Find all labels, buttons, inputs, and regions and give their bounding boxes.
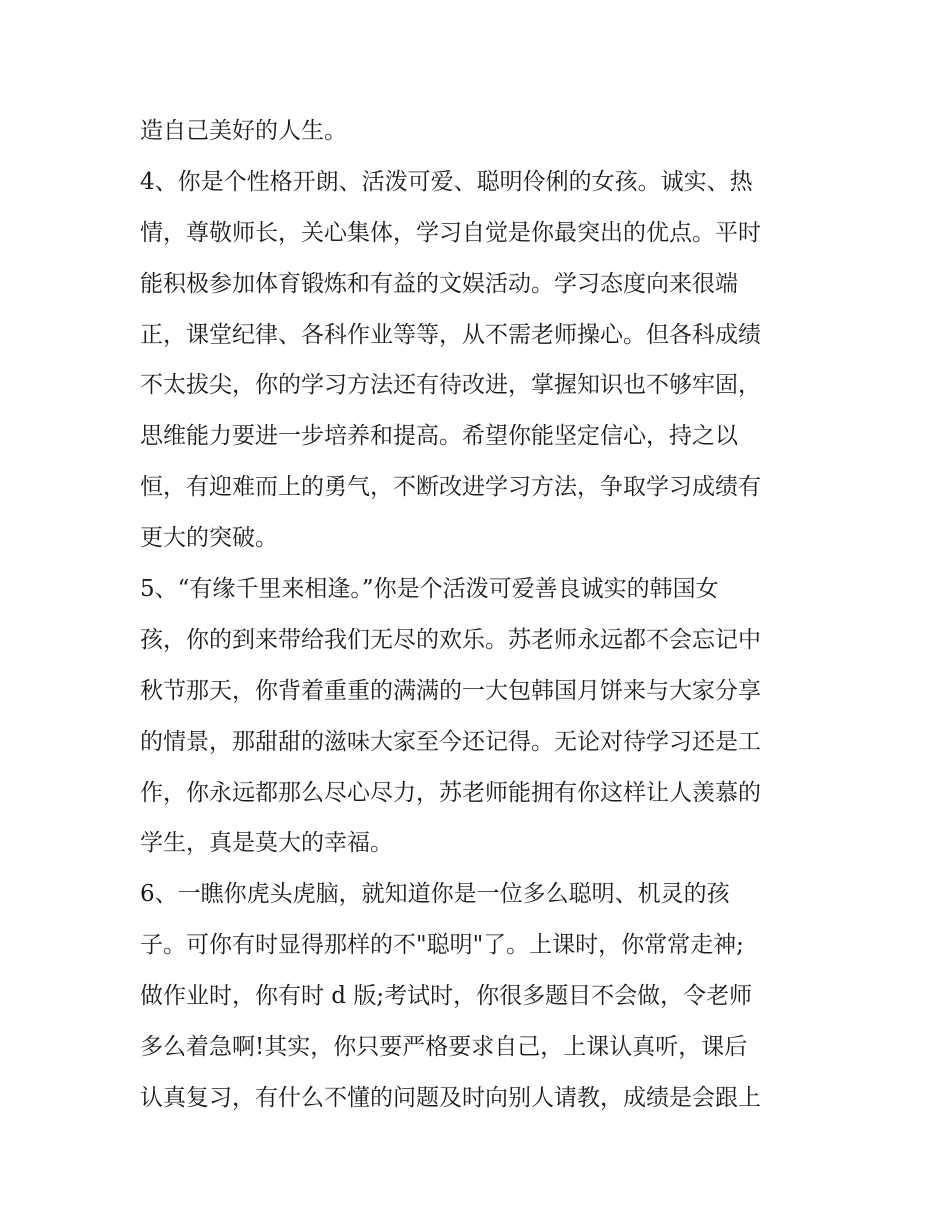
text-line: 4、你是个性格开朗、活泼可爱、聪明伶俐的女孩。诚实、热: [140, 168, 753, 195]
text-line: 多么着急啊!其实，你只要严格要求自己，上课认真听，课后: [140, 1034, 748, 1061]
document-body: [140, 106, 820, 1124]
text-line: 恒，有迎难而上的勇气，不断改进学习方法，争取学习成绩有: [140, 474, 761, 501]
text-line: 作，你永远都那么尽心尽力，苏老师能拥有你这样让人羡慕的: [140, 779, 761, 806]
text-line: 子。可你有时显得那样的不"聪明"了。上课时，你常常走神;: [140, 932, 744, 959]
text-line: 秋节那天，你背着重重的满满的一大包韩国月饼来与大家分享: [140, 677, 761, 704]
text-line: 的情景，那甜甜的滋味大家至今还记得。无论对待学习还是工: [140, 728, 761, 755]
text-line: 认真复习，有什么不懂的问题及时向别人请教，成绩是会跟上: [140, 1084, 761, 1111]
text-line: 思维能力要进一步培养和提高。希望你能坚定信心，持之以: [140, 423, 738, 450]
text-line: 6、一瞧你虎头虎脑，就知道你是一位多么聪明、机灵的孩: [140, 881, 730, 908]
text-line: 情，尊敬师长，关心集体，学习自觉是你最突出的优点。平时: [140, 219, 761, 246]
text-line: 不太拔尖，你的学习方法还有待改进，掌握知识也不够牢固，: [140, 372, 761, 399]
text-line: 更大的突破。: [140, 525, 278, 552]
text-line: 5、“有缘千里来相逢。”你是个活泼可爱善良诚实的韩国女: [140, 576, 719, 603]
text-line: 造自己美好的人生。: [140, 118, 347, 144]
text-line: 能积极参加体育锻炼和有益的文娱活动。学习态度向来很端: [140, 270, 738, 297]
text-line: 正，课堂纪律、各科作业等等，从不需老师操心。但各科成绩: [140, 321, 761, 348]
text-line: 孩，你的到来带给我们无尽的欢乐。苏老师永远都不会忘记中: [140, 626, 761, 653]
text-line: 做作业时，你有时 d 版;考试时，你很多题目不会做，令老师: [140, 983, 753, 1010]
text-line: 学生，真是莫大的幸福。: [140, 830, 393, 857]
